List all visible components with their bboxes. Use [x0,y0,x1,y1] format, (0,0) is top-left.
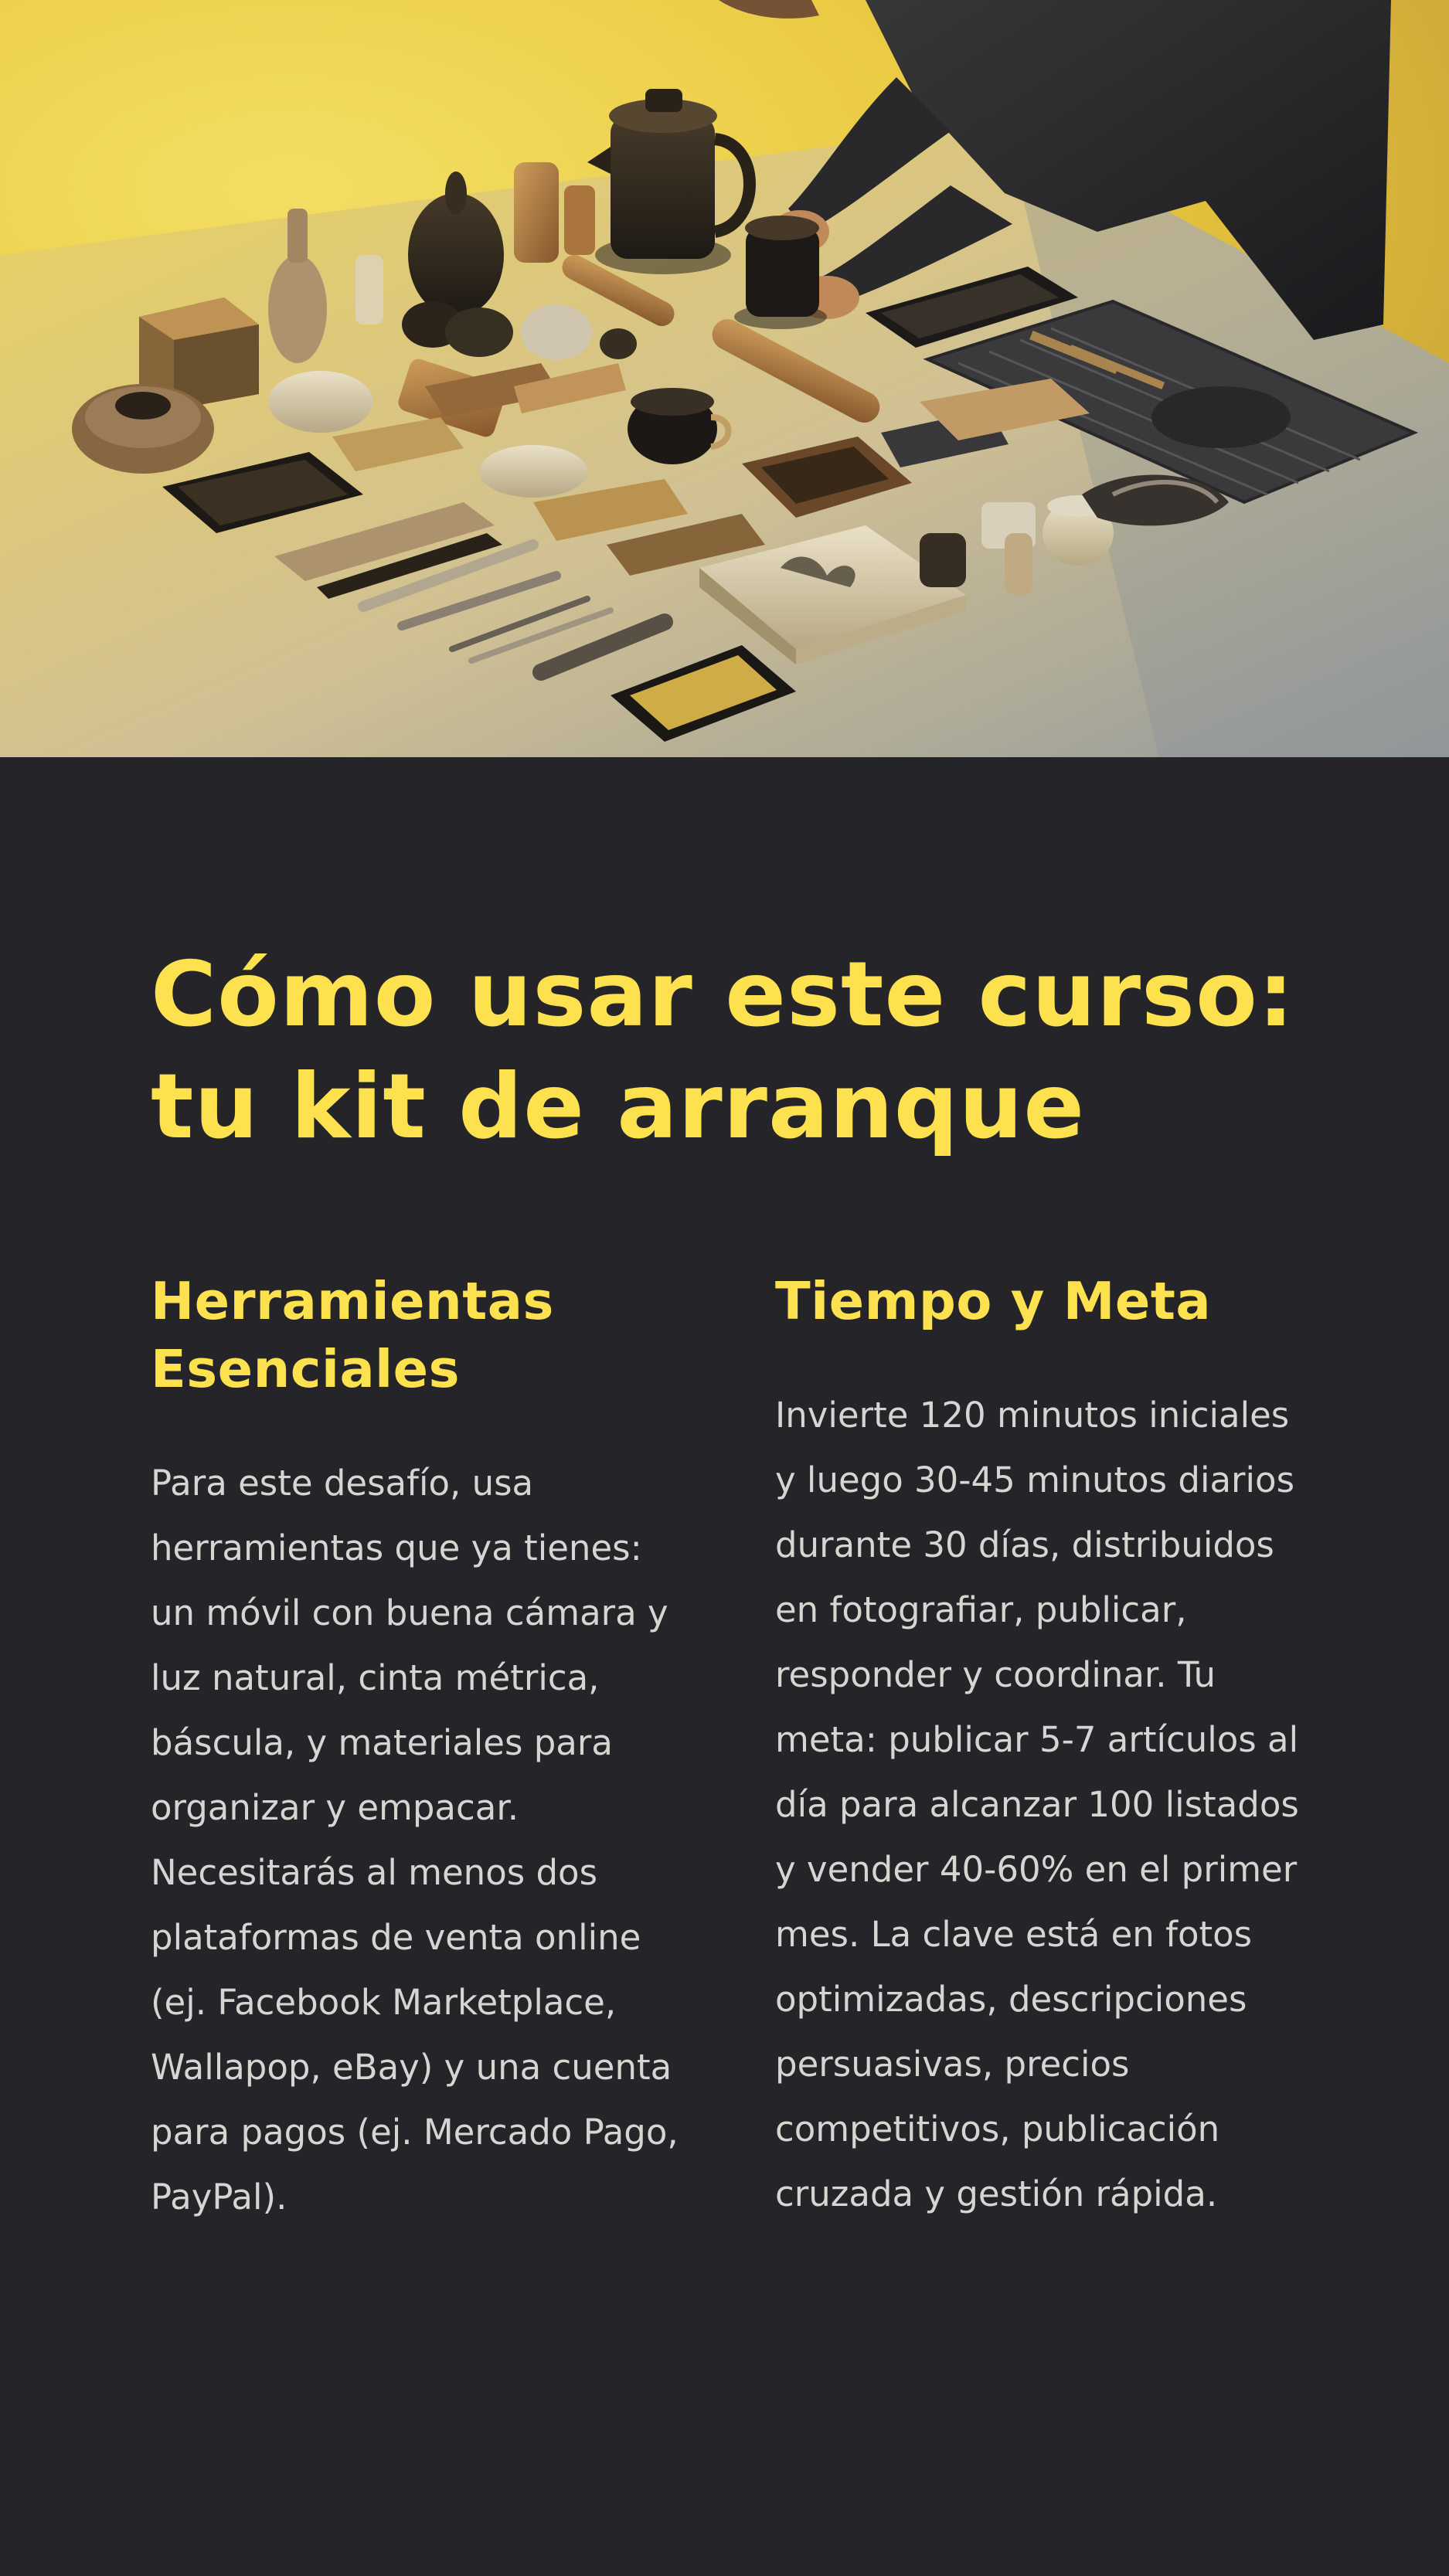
tools-heading: Herramientas Esenciales [151,1271,554,1399]
time-goal-column [775,1267,1316,2227]
hero-illustration [0,0,1449,757]
time-goal-heading: Tiempo y Meta [775,1271,1212,1331]
hero-image [0,0,1449,757]
tools-description: Para este desafío, usa herramientas que ya tienes: un móvil con buena cámara y luz natural, cinta métrica, báscula, y materiales para organizar y empacar. Necesitarás al menos dos plataformas de venta online (ej. Facebook Marketplace, Wallapop, eBay) y una cuenta para pagos (ej. Mercado Pago, PayPal). [151,1463,679,2217]
course-intro-section [0,757,1449,2576]
page-title: Cómo usar este curso: tu kit de arranque [151,943,1295,1159]
time-goal-description: Invierte 120 minutos iniciales y luego 30-45 minutos diarios durante 30 días, distribuidos en fotografiar, publicar, responder y coordinar. Tu meta: publicar 5-7 artículos al día para alcanzar 100 listados y vender 40-60% en el primer mes. La clave está en fotos optimizadas, descripciones persuasivas, precios competitivos, publicación cruzada y gestión rápida. [775,1395,1299,2214]
tools-column [151,1267,692,2230]
